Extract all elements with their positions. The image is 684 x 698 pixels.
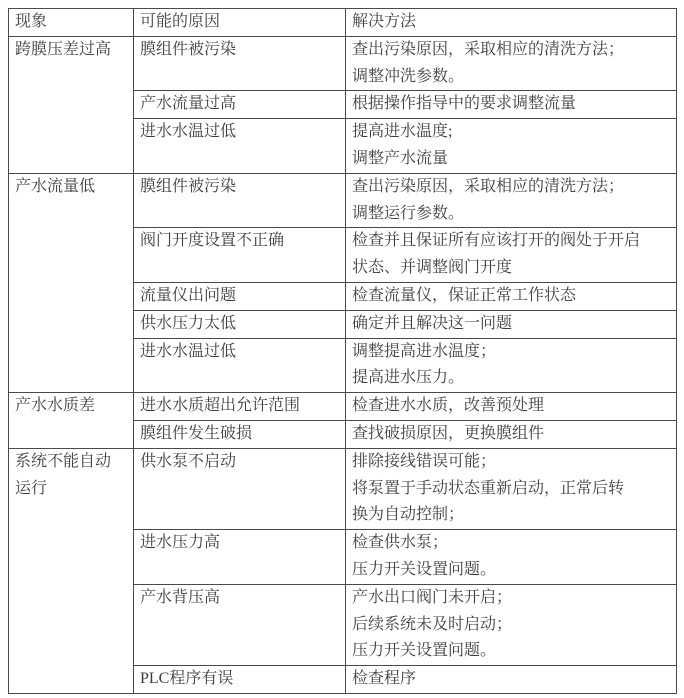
cause-cell: 进水水温过低	[134, 119, 346, 174]
solution-line: 状态、并调整阀门开度	[352, 259, 513, 277]
solution-line: 后续系统未及时启动；	[352, 615, 513, 633]
cause-cell: 膜组件被污染	[134, 173, 346, 228]
cause-cell: 进水压力高	[134, 530, 346, 585]
table-row	[9, 448, 677, 529]
solution-line: 检查供水泵；	[352, 534, 449, 552]
solution-cell	[346, 338, 677, 393]
cause-cell: 进水水质超出允许范围	[134, 393, 346, 421]
solution-line: 排除接线错误可能；	[352, 452, 497, 470]
phenomenon-cell	[9, 393, 134, 449]
solution-line: 调整运行参数。	[352, 204, 465, 222]
table-row	[9, 393, 677, 421]
cause-cell: 供水泵不启动	[134, 448, 346, 529]
solution-line: 调整提高进水温度；	[352, 342, 497, 360]
solution-cell	[346, 119, 677, 174]
solution-line: 产水出口阀门未开启；	[352, 588, 513, 606]
solution-cell	[346, 584, 677, 665]
solution-line: 查出污染原因，采取相应的清洗方法；	[352, 177, 625, 195]
cause-cell: 流量仪出问题	[134, 282, 346, 310]
table-row	[9, 36, 677, 91]
solution-cell	[346, 448, 677, 529]
cause-cell: 产水流量过高	[134, 91, 346, 119]
solution-line: 调整产水流量	[352, 149, 449, 167]
solution-line: 查出污染原因，采取相应的清洗方法；	[352, 40, 625, 58]
solution-line: 换为自动控制；	[352, 506, 465, 524]
solution-cell	[346, 173, 677, 228]
phenomenon-line: 产水水质差	[15, 397, 96, 415]
cause-cell: PLC程序有误	[134, 666, 346, 694]
solution-line: 检查流量仪，保证正常工作状态	[352, 286, 577, 304]
solution-cell	[346, 282, 677, 310]
solution-line: 确定并且解决这一问题	[352, 314, 513, 332]
solution-cell	[346, 91, 677, 119]
solution-line: 调整冲洗参数。	[352, 67, 465, 85]
solution-line: 检查并且保证所有应该打开的阀处于开启	[352, 232, 641, 250]
troubleshooting-table	[8, 8, 677, 694]
solution-line: 检查程序	[352, 670, 417, 688]
solution-line: 压力开关设置问题。	[352, 560, 497, 578]
solution-cell	[346, 666, 677, 694]
solution-line: 提高进水压力。	[352, 369, 465, 387]
phenomenon-line: 跨膜压差过高	[15, 40, 112, 58]
solution-cell	[346, 420, 677, 448]
table-row	[9, 173, 677, 228]
header-solution: 解决方法	[346, 9, 677, 37]
cause-cell: 产水背压高	[134, 584, 346, 665]
solution-line: 根据操作指导中的要求调整流量	[352, 95, 577, 113]
solution-cell	[346, 228, 677, 283]
header-phenomenon: 现象	[9, 9, 134, 37]
solution-cell	[346, 310, 677, 338]
solution-line: 检查进水水质，改善预处理	[352, 397, 545, 415]
cause-cell: 膜组件发生破损	[134, 420, 346, 448]
phenomenon-line: 产水流量低	[15, 177, 96, 195]
solution-line: 压力开关设置问题。	[352, 642, 497, 660]
phenomenon-cell	[9, 36, 134, 173]
solution-cell	[346, 393, 677, 421]
solution-line: 查找破损原因，更换膜组件	[352, 424, 545, 442]
phenomenon-line: 运行	[15, 479, 48, 497]
solution-cell	[346, 530, 677, 585]
cause-cell: 进水水温过低	[134, 338, 346, 393]
cause-cell: 膜组件被污染	[134, 36, 346, 91]
phenomenon-cell	[9, 448, 134, 693]
phenomenon-cell	[9, 173, 134, 392]
cause-cell: 阀门开度设置不正确	[134, 228, 346, 283]
solution-line: 提高进水温度;	[352, 123, 453, 141]
solution-line: 将泵置于手动状态重新启动，正常后转	[352, 479, 625, 497]
header-cause: 可能的原因	[134, 9, 346, 37]
solution-cell	[346, 36, 677, 91]
table-header-row	[9, 9, 677, 37]
cause-cell: 供水压力太低	[134, 310, 346, 338]
phenomenon-line: 系统不能自动	[15, 452, 112, 470]
